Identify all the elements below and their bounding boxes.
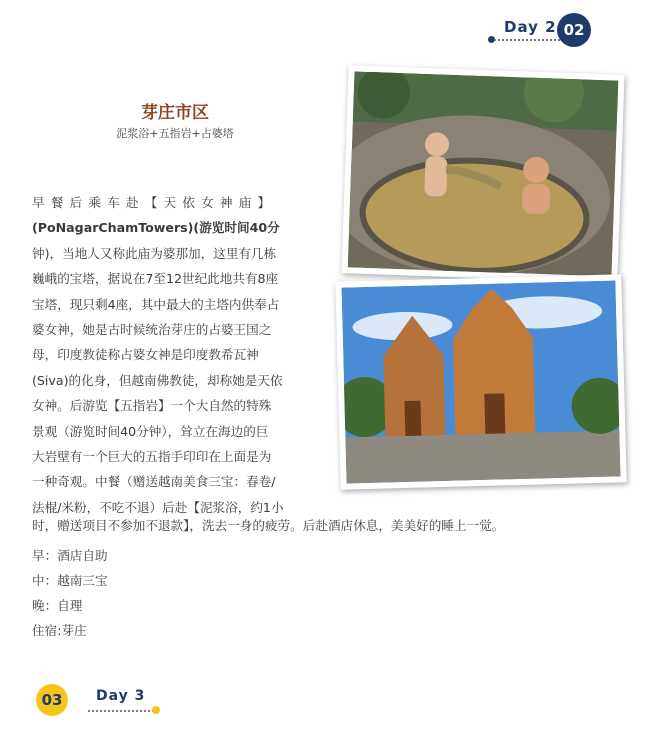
itinerary-line: 大岩壁有一个巨大的五指手印印在上面是为 <box>32 449 272 465</box>
meal-lunch: 中：越南三宝 <box>32 573 108 588</box>
section-title: 芽庄市区 <box>141 103 209 123</box>
itinerary-line: 母，印度教徒称占婆女神是印度教希瓦神 <box>32 347 259 363</box>
day2-label: Day 2 <box>504 18 557 36</box>
itinerary-text <box>32 190 328 520</box>
day2-badge <box>486 12 596 50</box>
section-subtitle: 泥浆浴+五指岩+占婆塔 <box>116 127 234 140</box>
day3-label: Day 3 <box>96 688 146 704</box>
mud-bath-photo <box>341 65 624 283</box>
mud-bath-illustration <box>348 71 619 276</box>
itinerary-line: 婆女神，她是古时候统治芽庄的占婆王国之 <box>32 322 272 338</box>
cham-towers-photo <box>335 274 626 489</box>
itinerary-line: 早餐后乘车赴【天依女神庙】 <box>32 195 277 210</box>
day3-dotted-line <box>88 710 154 712</box>
cham-towers-illustration <box>341 280 620 483</box>
itinerary-line: 巍峨的宝塔，据说在7至12世纪此地共有8座 <box>32 271 279 287</box>
itinerary-line: 一种奇观。中餐（赠送越南美食三宝：春卷/ <box>32 474 276 490</box>
itinerary-line: (PoNagarChamTowers)(游览时间40分 <box>32 220 280 236</box>
day3-badge <box>36 684 176 720</box>
day3-dot <box>152 706 160 714</box>
itinerary-line: 法棍/米粉，不吃不退）后赴【泥浆浴，约1小 <box>32 499 284 515</box>
day2-number: 02 <box>557 13 591 47</box>
itinerary-line: 女神。后游览【五指岩】一个大自然的特殊 <box>32 398 272 414</box>
itinerary-line: 景观（游览时间40分钟），耸立在海边的巨 <box>32 423 269 439</box>
day2-dotted-line <box>494 39 560 41</box>
itinerary-line: 宝塔，现只剩4座，其中最大的主塔内供奉占 <box>32 296 280 312</box>
itinerary-tail: 时，赠送项目不参加不退款】，洗去一身的疲劳。后赴酒店休息，美美好的睡上一觉。 <box>32 518 505 533</box>
meal-breakfast: 早：酒店自助 <box>32 548 108 563</box>
meal-stay: 住宿:芽庄 <box>32 623 87 638</box>
itinerary-line: 钟)，当地人又称此庙为婆那加，这里有几栋 <box>32 245 277 261</box>
meal-dinner: 晚：自理 <box>32 598 83 613</box>
day3-number: 03 <box>36 684 68 716</box>
itinerary-line: (Siva)的化身，但越南佛教徒，却称她是天依 <box>32 372 283 388</box>
